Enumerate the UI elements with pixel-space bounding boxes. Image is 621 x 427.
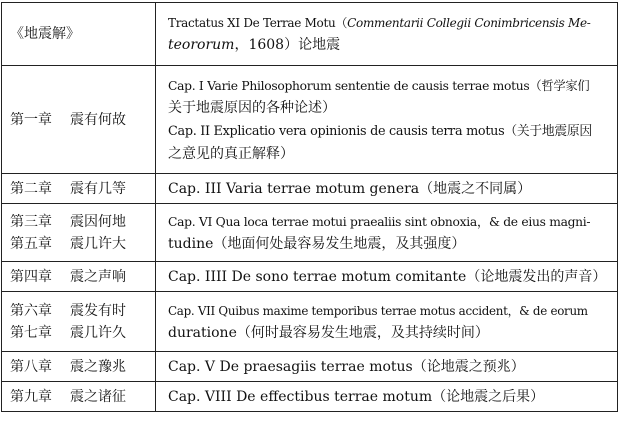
right-cell [156,174,618,204]
right-line: Cap. VII Quibus maxime temporibus terrae motus accident，& de eorum [168,303,588,318]
table-body [2,3,618,412]
right-line: Cap. IIII De sono terrae motum comitante（论地震发出的声音） [168,268,607,285]
chapter-number: 第八章 [10,358,52,375]
left-cell [2,292,156,352]
table-row [2,66,618,174]
chapter-entry [10,386,149,408]
chapter-title: 震有何故 [70,111,126,128]
chapter-number: 第六章 [10,302,52,319]
right-line: duratione（何时最容易发生地震，及其持续时间） [168,324,489,341]
chapter-entry [10,178,149,200]
right-cell [156,382,618,412]
chapter-entry [10,233,149,255]
chapter-title: 震几许久 [70,324,126,341]
right-line [168,34,611,56]
italic-segment: teororum [168,37,235,53]
chapter-title: 震发有时 [70,302,126,319]
table-row [2,204,618,262]
right-cell [156,204,618,262]
chapter-title: 震几许大 [70,235,126,252]
right-cell [156,292,618,352]
right-line: 关于地震原因的各种论述） [168,99,336,116]
right-line: Cap. VI Qua loca terrae motui praealiis sint obnoxia，& de eius magni- [168,214,591,229]
chapter-title: 震因何地 [70,213,126,230]
table-row [2,262,618,292]
table-row [2,292,618,352]
chapter-entry [10,211,149,233]
table-row [2,3,618,66]
chapter-title: 震之声响 [70,268,126,285]
chapter-number: 第一章 [10,111,52,128]
chapter-title: 震有几等 [70,180,126,197]
chapter-entry [10,266,149,288]
left-cell [2,352,156,382]
left-cell [2,174,156,204]
table-row [2,352,618,382]
right-line: Cap. I Varie Philosophorum sententie de causis terrae motus（哲学家们 [168,78,590,93]
right-line: tudine（地面何处最容易发生地震，及其强度） [168,235,466,252]
chapter-title: 震之豫兆 [70,358,126,375]
text-segment: Tractatus XI De Terrae Motu（ [168,16,348,30]
right-line: Cap. VIII De effectibus terrae motum（论地震之后果） [168,388,545,405]
right-line: Cap. III Varia terrae motum genera（地震之不同属） [168,180,532,197]
chapter-number: 第三章 [10,213,52,230]
italic-segment: Commentarii Collegii Conimbricensis Me- [347,16,591,30]
chapter-entry [10,109,149,131]
left-cell [2,66,156,174]
right-line: Cap. II Explicatio vera opinionis de causis terra motus（关于地震原因 [168,123,592,139]
right-cell [156,262,618,292]
right-line: 之意见的真正解释） [168,145,294,162]
chapter-number: 第九章 [10,388,52,405]
left-cell [2,3,156,66]
chapter-entry [10,300,149,322]
chapter-number: 第七章 [10,324,52,341]
table-row [2,382,618,412]
chapter-number: 第二章 [10,180,52,197]
right-cell [156,352,618,382]
chapter-entry [10,356,149,378]
left-cell [2,204,156,262]
left-cell [2,382,156,412]
right-cell [156,3,618,66]
chapter-title: 震之诸征 [70,388,126,405]
right-cell [156,66,618,174]
chapter-number: 第五章 [10,235,52,252]
text-segment: ，1608）论地震 [234,37,341,53]
right-line [168,12,611,34]
book-title: 《地震解》 [10,26,80,42]
left-cell [2,262,156,292]
right-line: Cap. V De praesagiis terrae motus（论地震之预兆） [168,358,525,375]
chapter-number: 第四章 [10,268,52,285]
chapter-mapping-table [1,2,618,412]
table-row [2,174,618,204]
chapter-entry [10,322,149,344]
